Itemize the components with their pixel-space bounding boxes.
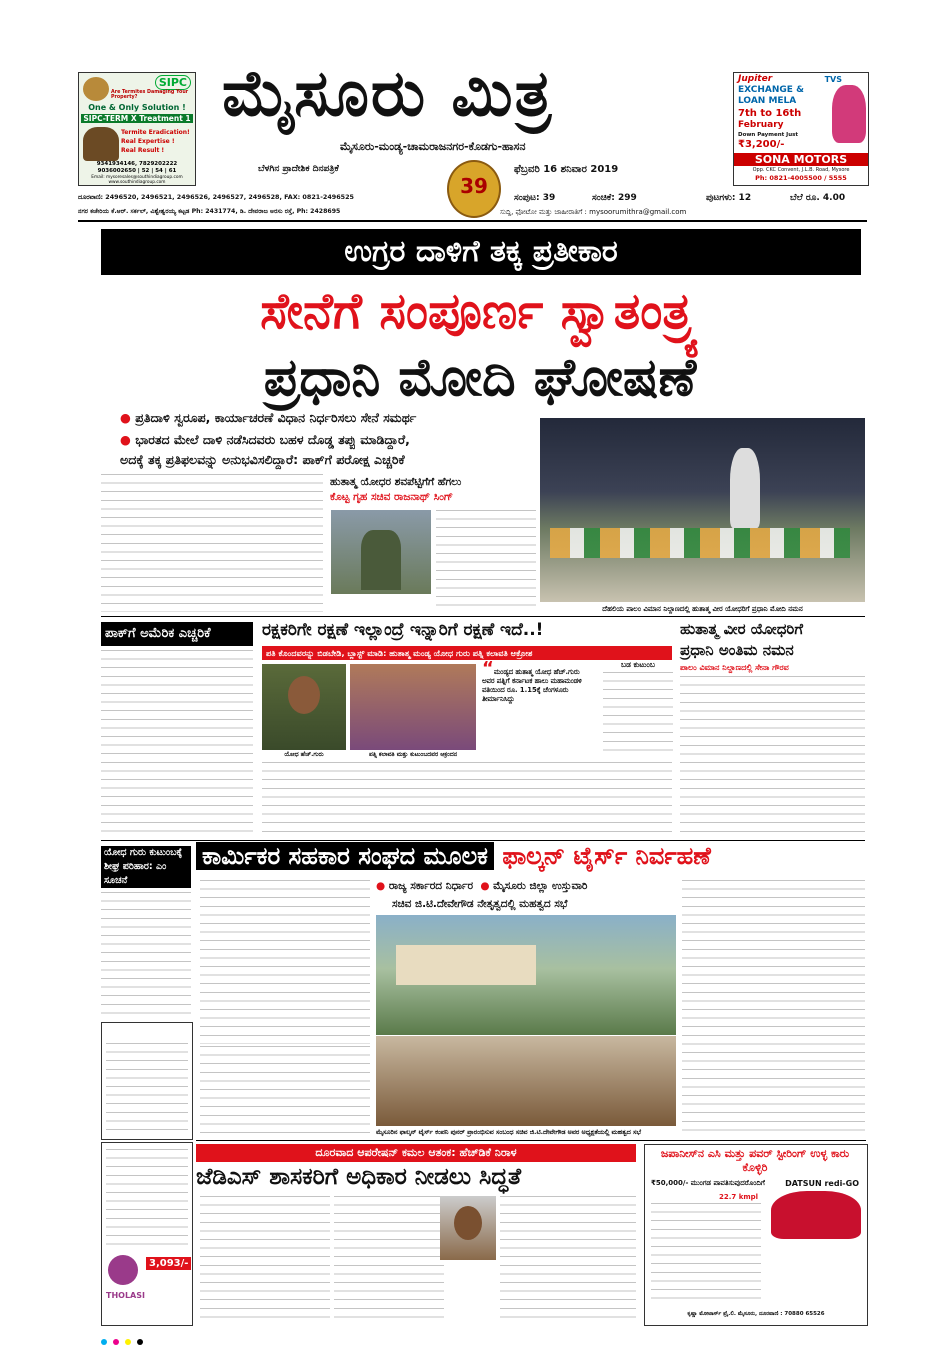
- sipc-logo: SIPC: [155, 75, 191, 90]
- guru-sidebar-text: [603, 672, 673, 756]
- america-body-text: [101, 650, 253, 836]
- sona-motors-advertisement[interactable]: [733, 72, 869, 186]
- lead-bullet-1: [120, 410, 550, 426]
- falcon-headline-red: ಫಾಲ್ಕನ್ ಟೈರ್ಸ್ ನಿರ್ವಹಣೆ: [502, 842, 711, 870]
- falcon-body-left-2: [200, 1046, 370, 1134]
- lead-headline-1: ಸೇನೆಗೆ ಸಂಪೂರ್ಣ ಸ್ವಾತಂತ್ರ್ಯ: [260, 282, 700, 340]
- sona-line6: ₹3,200/-: [738, 139, 785, 150]
- falcon-photo-caption: ಮೈಸೂರಿನ ಫಾಲ್ಕನ್ ಟೈರ್ಸ್ ಕಂಪನಿ ಪುನರ್ ಪ್ರಾರಂಭಿಸುವ ಸಂಬಂಧ ಸಚಿವ ಜಿ.ಟಿ.ದೇವೇಗೌಡ ಅವರ ಅಧ್ಯಕ್ಷತೆಯಲ್ಲಿ ಮಹತ್ವದ ಸಭೆ: [376, 1128, 641, 1136]
- bullet-icon: ●: [376, 880, 386, 892]
- falcon-factory-photo[interactable]: [376, 915, 676, 1035]
- regions-line: ಮೈಸೂರು-ಮಂಡ್ಯ-ಚಾಮರಾಜನಗರ-ಕೊಡಗು-ಹಾಸನ: [340, 140, 526, 153]
- volume: ಸಂಪುಟ: 39: [514, 193, 556, 203]
- factory-building: [396, 945, 536, 985]
- falcon-body-right: [682, 880, 865, 1134]
- newspaper-title: ಮೈಸೂರು ಮಿತ್ರ: [222, 56, 554, 131]
- sona-line2: LOAN MELA: [738, 96, 797, 106]
- guru-headline: ರಕ್ಷಕರಿಗೇ ರಕ್ಷಣೆ ಇಲ್ಲಾಂದ್ರೆ ಇನ್ನಾರಿಗೆ ರಕ್ಷಣೆ ಇದೆ..!: [262, 620, 544, 640]
- soldier-figure: [361, 530, 401, 590]
- bullet-icon: ●: [480, 880, 490, 892]
- sona-line4: February: [738, 120, 784, 130]
- datsun-mileage: 22.7 kmpl: [719, 1193, 759, 1201]
- tholasi-offer: 3,093/-: [146, 1257, 191, 1270]
- datsun-model: DATSUN redi-GO: [785, 1179, 859, 1188]
- guru-quote-text: ಮಂಡ್ಯದ ಹುತಾತ್ಮ ಯೋಧ ಹೆಚ್.ಗುರು ಅವರ ಪತ್ನಿಗೆ ಕರ್ನಾಟಕ ಹಾಲು ಮಹಾಮಂಡಳಿ ವತಿಯಿಂದ ರೂ. 1.15ಕ್ಕೆ ಚೆಂಗಳೂರು ತೀರ್ಮಾನಿಸಿದ್ದು: [482, 668, 582, 703]
- cyan-dot: [101, 1339, 107, 1345]
- sipaye-body-text: [101, 892, 191, 1014]
- sipc-advertisement[interactable]: [78, 72, 196, 186]
- address-line: ನಗರ ಕಚೇರಿಯ ಕೆ.ಆರ್. ಸರ್ಕಲ್, ವಿಶ್ವೇಶ್ವರಯ್ಯ ಕಟ್ಟಡ Ph: 2431774, ಡಿ. ದೇವರಾಜ ಅರಸು ರಸ್ತೆ, Ph: 2428695: [78, 208, 341, 215]
- rajnath-headline-1: ಹುತಾತ್ಮ ಯೋಧರ ಶವಪೆಟ್ಟಿಗೆಗೆ ಹೆಗಲು: [330, 476, 462, 488]
- sona-brand: Jupiter: [738, 74, 773, 84]
- sipc-question: Are Termites Damaging Your Property?: [111, 90, 189, 100]
- termite-icon: [83, 77, 109, 101]
- lead-bullet-2: [120, 432, 540, 448]
- sona-line5: Down Payment Just: [738, 132, 799, 138]
- datsun-advertisement[interactable]: [644, 1144, 868, 1326]
- jds-body-2: [334, 1196, 444, 1324]
- lead-bullet-2-text: ಭಾರತದ ಮೇಲೆ ದಾಳಿ ನಡೆಸಿದವರು ಬಹಳ ದೊಡ್ಡ ತಪ್ಪು ಮಾಡಿದ್ದಾರೆ,: [135, 432, 410, 447]
- sipc-phones: 9341934146, 7829202222: [96, 161, 178, 167]
- jds-headline: ಜೆಡಿಎಸ್ ಶಾಸಕರಿಗೆ ಅಧಿಕಾರ ನೀಡಲು ಸಿದ್ಧತೆ: [196, 1164, 522, 1190]
- guru-photo-caption-2: ಪತ್ನಿ ಕಲಾವತಿ ಮತ್ತು ಕುಟುಂಬದವರ ಆಕ್ರಂದನ: [368, 751, 458, 758]
- sona-phone: Ph: 0821-4005500 / 5555: [755, 174, 847, 182]
- row2-rule: [101, 840, 865, 841]
- price: ಬೆಲೆ ರೂ. 4.00: [790, 193, 846, 203]
- palam-headline-1: ಹುತಾತ್ಮ ವೀರ ಯೋಧರಿಗೆ: [680, 620, 804, 638]
- lead-section-rule: [101, 616, 865, 617]
- issue: ಸಂಚಿಕೆ: 299: [592, 193, 637, 203]
- guru-soldier-photo[interactable]: [262, 664, 346, 750]
- edition-date: ಫೆಬ್ರವರಿ 16 ಶನಿವಾರ 2019: [514, 164, 619, 175]
- tagline: ಬೆಳಗಿನ ಪ್ರಾದೇಶಿಕ ದಿನಪತ್ರಿಕೆ: [258, 164, 339, 174]
- palam-body-text: [680, 676, 865, 836]
- guru-body-text: [262, 762, 672, 836]
- sona-address: Opp. CKC Convent, J.L.B. Road, Mysore: [752, 167, 850, 173]
- guru-sidebar-head: ಬಡ ಕುಟುಂಬ: [621, 660, 655, 669]
- rajnath-body-text: [436, 510, 536, 612]
- black-dot: [137, 1339, 143, 1345]
- scooter-icon: [832, 85, 866, 143]
- sipc-web: www.southindiagroup.com: [108, 180, 166, 185]
- palam-headline-2: ಪ್ರಧಾನಿ ಅಂತಿಮ ನಮನ: [680, 641, 794, 659]
- phone-line: ದೂರವಾಣಿ: 2496520, 2496521, 2496526, 2496527, 2496528, FAX: 0821-2496525: [78, 193, 354, 201]
- jds-body-3: [500, 1196, 636, 1324]
- hdk-face: [454, 1206, 482, 1240]
- classified-ad-1[interactable]: [101, 1022, 193, 1140]
- lead-photo-caption: ದೆಹಲಿಯ ಪಾಲಂ ವಿಮಾನ ನಿಲ್ದಾಣದಲ್ಲಿ ಹುತಾತ್ಮ ವೀರ ಯೋಧರಿಗೆ ಪ್ರಧಾನಿ ಮೋದಿ ನಮನ: [602, 605, 803, 613]
- print-registration-marks: [101, 1330, 149, 1349]
- palam-subheadline: ಪಾಲಂ ವಿಮಾನ ನಿಲ್ದಾಣದಲ್ಲಿ ಸೇನಾ ಗೌರವ: [680, 663, 789, 672]
- falcon-meeting-photo[interactable]: [376, 1036, 676, 1126]
- quote-mark-icon: “: [482, 658, 494, 679]
- datsun-headline: ಜಪಾನೀಸ್‌ನ ಎಸಿ ಮತ್ತು ಪವರ್ ಸ್ಟೀರಿಂಗ್ ಉಳ್ಳ ಕಾರು ಕೊಳ್ಳಿರಿ: [660, 1147, 850, 1174]
- sipc-line5: Real Result !: [121, 147, 165, 154]
- pages-count: ಪುಟಗಳು: 12: [706, 193, 752, 203]
- sipc-email: Email: mysoresales@southindiagroup.com: [91, 175, 183, 180]
- falcon-bullets: [376, 880, 676, 893]
- lead-photo-modi-tribute[interactable]: [540, 418, 865, 602]
- lead-headline-2: ಪ್ರಧಾನಿ ಮೋದಿ ಘೋಷಣೆ: [263, 348, 697, 408]
- falcon-bullet-3: ಸಚಿವ ಜಿ.ಟಿ.ದೇವೇಗೌಡ ನೇತೃತ್ವದಲ್ಲಿ ಮಹತ್ವದ ಸಭೆ: [392, 898, 568, 910]
- car-icon: [771, 1191, 861, 1239]
- america-headline: ಪಾಕ್‌ಗೆ ಅಮೆರಿಕ ಎಚ್ಚರಿಕೆ: [101, 622, 253, 646]
- tholasi-logo: [108, 1255, 138, 1285]
- lead-body-text: [101, 474, 323, 612]
- classified-ad-1-text: [106, 1043, 188, 1133]
- sona-line3: 7th to 16th: [738, 108, 802, 119]
- guru-subheadline: ಪತಿ ಕೊಂದವರನ್ನು ಬಿಡಬೇಡಿ, ಬ್ಲಾಸ್ಟ್ ಮಾಡಿ: ಹುತಾತ್ಮ ಮಂಡ್ಯ ಯೋಧ ಗುರು ಪತ್ನಿ ಕಲಾವತಿ ಆಕ್ರೋಶ: [262, 646, 672, 660]
- guru-quote: [482, 658, 594, 756]
- tholasi-ad-text: [106, 1149, 188, 1249]
- lead-bullet-2b: ಅದಕ್ಕೆ ತಕ್ಕ ಪ್ರತಿಫಲವನ್ನು ಅನುಭವಿಸಲಿದ್ದಾರೆ: ಪಾಕ್‌ಗೆ ಪರೋಕ್ಷ ಎಚ್ಚರಿಕೆ: [120, 452, 405, 467]
- soldier-face: [288, 676, 320, 714]
- email-line: ಸುದ್ದಿ, ಫೋಟೋ ಮತ್ತು ಜಾಹೀರಾತಿಗೆ : mysoorumithra@gmail.com: [500, 208, 687, 216]
- datsun-phone: ಕೃಷ್ಣಾ ಮೋಟಾರ್ಸ್ ಪ್ರೈ.ಲಿ. ಮೈಸೂರು, ದೂರವಾಣಿ : 70880 65526: [687, 1311, 825, 1317]
- falcon-body-left: [200, 880, 370, 1044]
- tholasi-advertisement[interactable]: [101, 1142, 193, 1326]
- datsun-price: ₹50,000/- ಮುಂಗಡ ಪಾವತಿಸುವುದರೊಂದಿಗೆ: [651, 1179, 765, 1187]
- falcon-bullet-1: ರಾಜ್ಯ ಸರ್ಕಾರದ ನಿರ್ಧಾರ: [388, 880, 474, 892]
- tholasi-name: THOLASI: [106, 1291, 145, 1300]
- sona-name: SONA MOTORS: [734, 153, 868, 166]
- sipc-line2: SIPC-TERM X Treatment 1: [81, 114, 193, 123]
- falcon-headline-black: ಕಾರ್ಮಿಕರ ಸಹಕಾರ ಸಂಘದ ಮೂಲಕ: [196, 842, 494, 870]
- jds-kicker: ದೂರವಾದ ಆಪರೇಷನ್ ಕಮಲ ಆತಂಕ: ಹೆಚ್‌ಡಿಕೆ ನಿರಾಳ: [196, 1144, 636, 1162]
- bullet-icon: ●: [120, 432, 131, 447]
- guru-photo-caption-1: ಯೋಧ ಹೆಚ್.ಗುರು: [284, 751, 324, 758]
- rajnath-headline-2: ಕೊಟ್ಟ ಗೃಹ ಸಚಿವ ರಾಜನಾಥ್ ಸಿಂಗ್: [330, 491, 453, 503]
- magenta-dot: [113, 1339, 119, 1345]
- family-mourning-photo[interactable]: [350, 664, 476, 750]
- lead-bullet-1-text: ಪ್ರತಿದಾಳಿ ಸ್ವರೂಪ, ಕಾರ್ಯಾಚರಣೆ ವಿಧಾನ ನಿರ್ಧರಿಸಲು ಸೇನೆ ಸಮರ್ಥ: [135, 410, 417, 425]
- sona-make: TVS: [824, 75, 842, 84]
- masthead-rule: [78, 220, 867, 222]
- yellow-dot: [125, 1339, 131, 1345]
- rajnath-photo[interactable]: [331, 510, 431, 594]
- sona-line1: EXCHANGE &: [738, 85, 804, 95]
- datsun-ad-text: [651, 1203, 761, 1303]
- falcon-headline: [196, 842, 866, 870]
- sipc-phones-2: 9036002650 | 52 | 54 | 61: [97, 168, 177, 174]
- termite-mound-icon: [83, 127, 119, 161]
- sipc-line4: Real Expertise !: [121, 138, 175, 145]
- coffin-row: [550, 528, 850, 558]
- sipc-line1: One & Only Solution !: [88, 103, 186, 112]
- falcon-bullet-2: ಮೈಸೂರು ಜಿಲ್ಲಾ ಉಸ್ತುವಾರಿ: [493, 880, 588, 892]
- emblem-number: 39: [460, 174, 488, 198]
- modi-figure: [730, 448, 760, 528]
- jds-body-1: [200, 1196, 330, 1324]
- row3-rule: [196, 1140, 866, 1141]
- lead-banner: ಉಗ್ರರ ದಾಳಿಗೆ ತಕ್ಕ ಪ್ರತೀಕಾರ: [101, 229, 861, 275]
- sipaye-headline: ಯೋಧ ಗುರು ಕುಟುಂಬಕ್ಕೆ ಶೀಘ್ರ ಪರಿಹಾರ: ಎಂ ಸೂಚನೆ: [101, 846, 191, 888]
- sipc-line3: Termite Eradication!: [121, 129, 190, 136]
- bullet-icon: ●: [120, 410, 131, 425]
- hdk-photo[interactable]: [440, 1196, 496, 1260]
